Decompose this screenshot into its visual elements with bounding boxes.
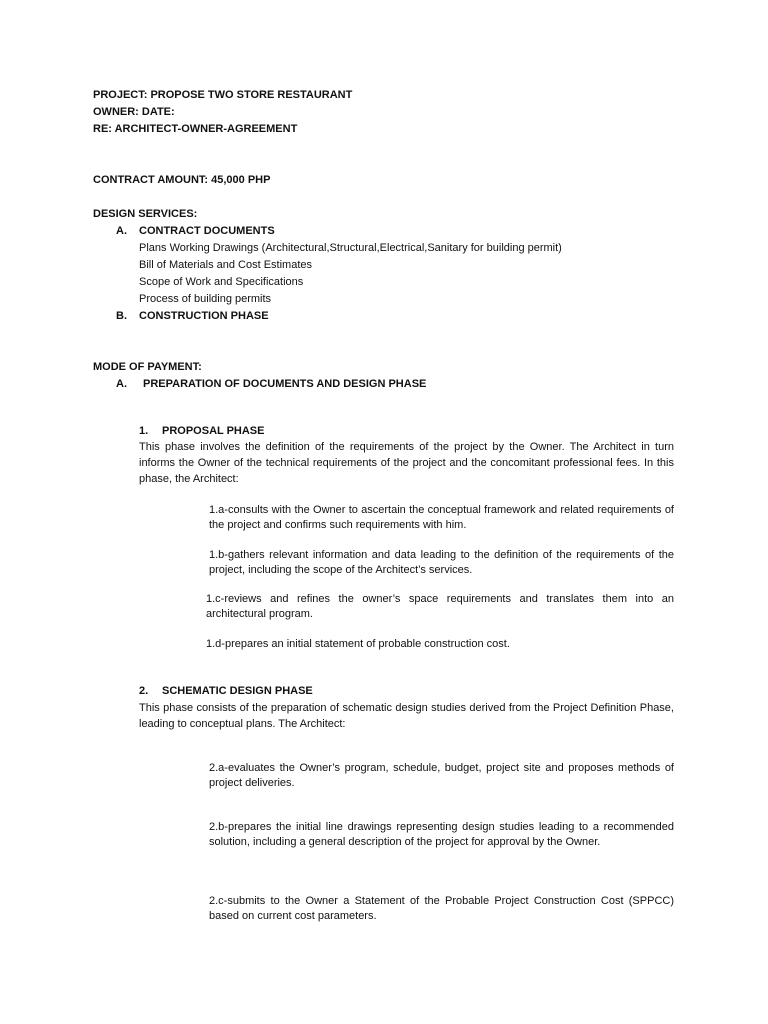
list-marker: A. [116, 225, 127, 237]
section-title: CONTRACT DOCUMENTS [139, 225, 275, 237]
re-line: RE: ARCHITECT-OWNER-AGREEMENT [93, 123, 298, 135]
list-marker: 2. [139, 685, 149, 697]
list-item: 1.a-consults with the Owner to ascertain the conceptual framework and related requirements of the project and confirms such requirements with him. [209, 504, 674, 531]
list-marker: 1. [139, 425, 149, 437]
list-item: Plans Working Drawings (Architectural,Structural,Electrical,Sanitary for building permit) [139, 242, 562, 254]
design-services-heading: DESIGN SERVICES: [93, 208, 198, 220]
project-line: PROJECT: PROPOSE TWO STORE RESTAURANT [93, 89, 353, 101]
proposal-phase-intro: This phase involves the definition of the requirements of the project by the Owner. The Architect in turn informs the Owner of the technical requirements of the project and the concomitant professional fees. In this phase, the Architect: [139, 441, 674, 485]
mode-of-payment-heading: MODE OF PAYMENT: [93, 361, 202, 373]
list-item: Bill of Materials and Cost Estimates [139, 259, 313, 271]
preparation-heading [116, 376, 426, 392]
proposal-phase-heading [139, 423, 265, 439]
section-title: PROPOSAL PHASE [162, 425, 265, 437]
schematic-phase-heading [139, 683, 313, 699]
section-title: CONSTRUCTION PHASE [139, 310, 269, 322]
list-marker: B. [116, 310, 127, 322]
list-item: 1.b-gathers relevant information and data leading to the definition of the requirements of the project, including the scope of the Architect’s services. [209, 549, 674, 576]
schematic-phase-intro: This phase consists of the preparation of schematic design studies derived from the Project Definition Phase, leading to conceptual plans. The Architect: [139, 702, 674, 730]
contract-amount: CONTRACT AMOUNT: 45,000 PHP [93, 174, 271, 186]
owner-date-line: OWNER: DATE: [93, 106, 175, 118]
construction-phase-heading [116, 308, 269, 324]
section-title: PREPARATION OF DOCUMENTS AND DESIGN PHASE [143, 378, 427, 390]
list-marker: A. [116, 378, 127, 390]
list-item: Process of building permits [139, 293, 272, 305]
list-item: 2.a-evaluates the Owner’s program, schedule, budget, project site and proposes methods of project deliveries. [209, 762, 674, 789]
list-item: Scope of Work and Specifications [139, 276, 304, 288]
list-item: 2.c-submits to the Owner a Statement of the Probable Project Construction Cost (SPPCC) based on current cost parameters. [209, 895, 674, 922]
list-item: 2.b-prepares the initial line drawings representing design studies leading to a recommended solution, including a general description of the project for approval by the Owner. [209, 821, 674, 848]
contract-documents-heading [116, 223, 275, 239]
list-item: 1.d-prepares an initial statement of probable construction cost. [206, 638, 510, 650]
section-title: SCHEMATIC DESIGN PHASE [162, 685, 313, 697]
list-item: 1.c-reviews and refines the owner’s space requirements and translates them into an architectural program. [206, 593, 674, 620]
